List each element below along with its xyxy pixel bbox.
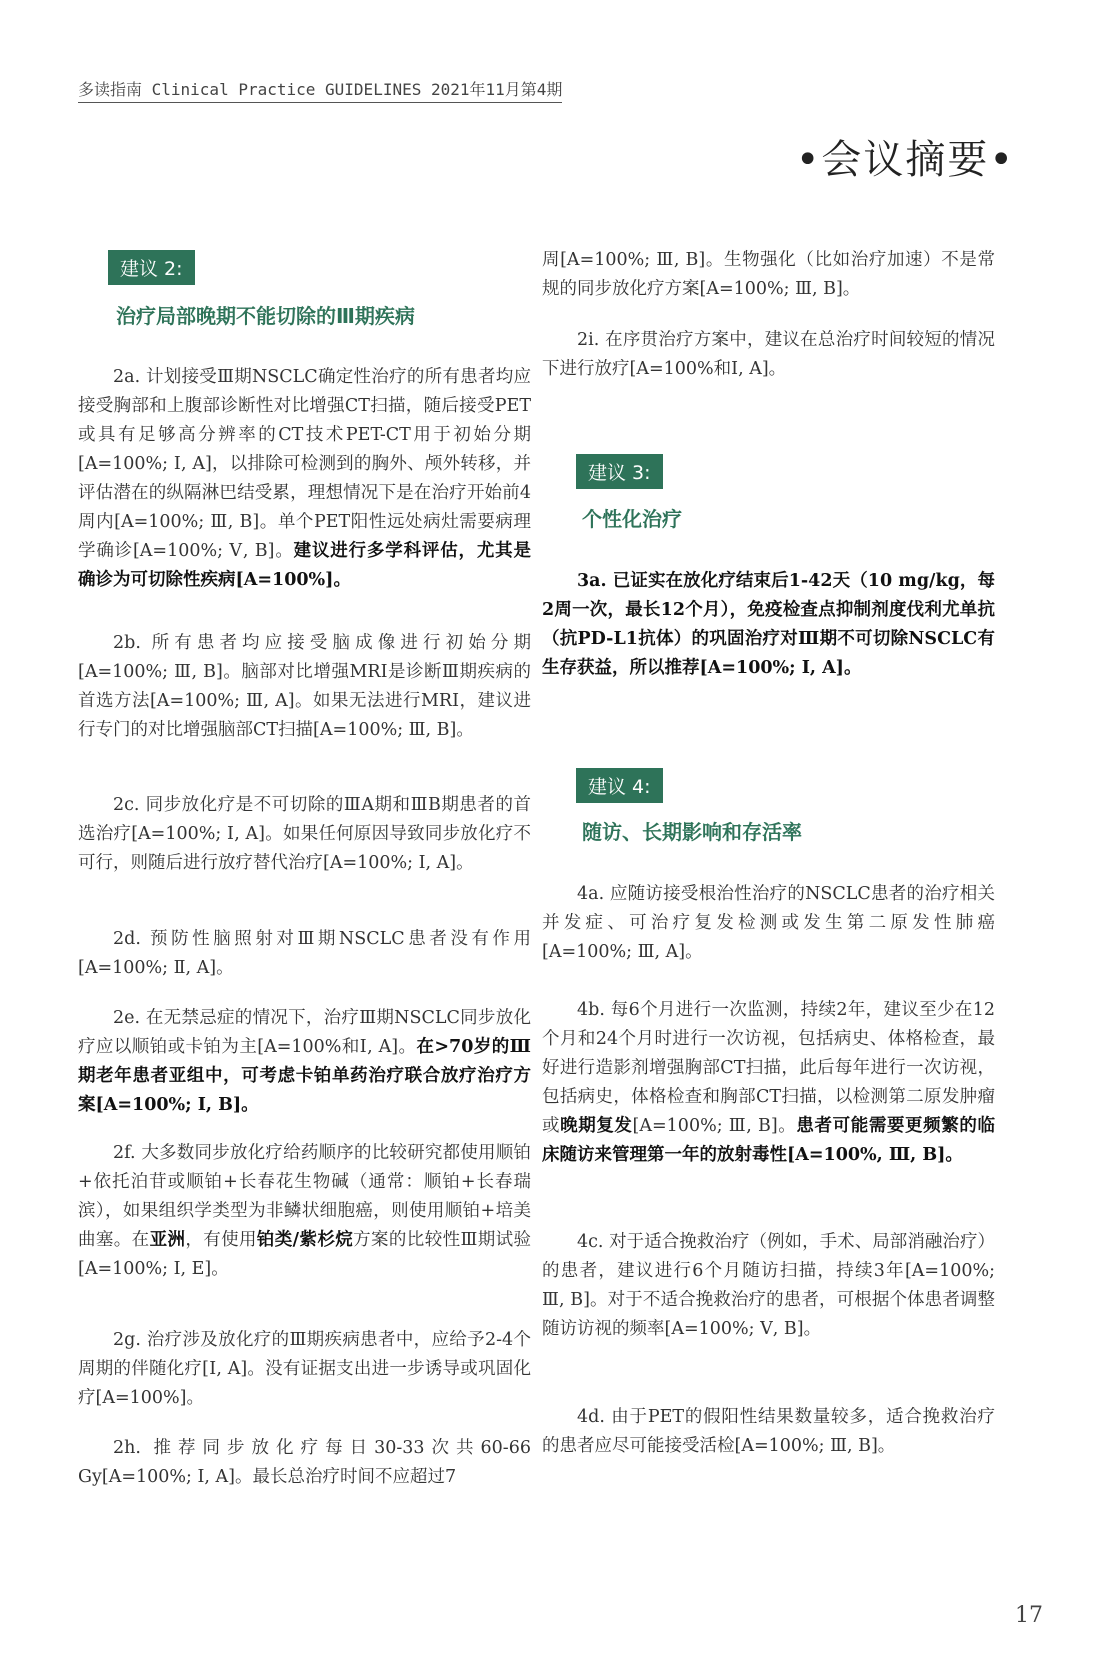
paragraph-4c: 4c. 对于适合挽救治疗（例如，手术、局部消融治疗）的患者，建议进行6个月随访扫描，持续3年[A=100%; Ⅲ, B]。对于不适合挽救治疗的患者，可根据个体患者调整随访访视的频率[A=100%; Ⅴ, B]。 — [542, 1232, 995, 1339]
recommendation-2-heading: 治疗局部晚期不能切除的Ⅲ期疾病 — [116, 304, 415, 328]
paragraph-4b: 4b. 每6个月进行一次监测，持续2年，建议至少在12个月和24个月时进行一次访视，包括病史、体格检查，最好进行造影剂增强胸部CT扫描，此后每年进行一次访视，包括病史，体格检查和胸部CT扫描，以检测第二原发肿瘤或晚期复发[A=100%; Ⅲ, B]。患者可能需要更频繁的临床随访来管理第一年的放射毒性[A=100%, Ⅲ, B]。 — [542, 1000, 995, 1165]
paragraph-3a: 3a. 已证实在放化疗结束后1-42天（10 mg/kg，每2周一次，最长12个月），免疫检查点抑制剂度伐利尤单抗（抗PD-L1抗体）的巩固治疗对Ⅲ期不可切除NSCLC有生存获益，所以推荐[A=100%; Ⅰ, A]。 — [542, 571, 995, 678]
paragraph-2h-continued: 周[A=100%; Ⅲ, B]。生物强化（比如治疗加速）不是常规的同步放化疗方案[A=100%; Ⅲ, B]。 — [542, 250, 995, 299]
paragraph-2e-bold: 在>70岁的Ⅲ期老年患者亚组中，可考虑卡铂单药治疗联合放疗治疗方案[A=100%; Ⅰ, B]。 — [78, 1037, 531, 1115]
paragraph-2i: 2i. 在序贯治疗方案中，建议在总治疗时间较短的情况下进行放疗[A=100%和Ⅰ, A]。 — [542, 330, 995, 379]
paragraph-2c: 2c. 同步放化疗是不可切除的ⅢA期和ⅢB期患者的首选治疗[A=100%; Ⅰ, A]。如果任何原因导致同步放化疗不可行，则随后进行放疗替代治疗[A=100%; Ⅰ, A]。 — [78, 795, 531, 873]
paragraph-2b: 2b. 所有患者均应接受脑成像进行初始分期[A=100%; Ⅲ, B]。脑部对比增强MRI是诊断Ⅲ期疾病的首选方法[A=100%; Ⅲ, A]。如果无法进行MRI，建议进行专门的对比增强脑部CT扫描[A=100%; Ⅲ, B]。 — [78, 633, 531, 740]
paragraph-2h: 2h. 推荐同步放化疗每日30-33次共60-66 Gy[A=100%; Ⅰ, A]。最长总治疗时间不应超过7 — [78, 1438, 531, 1487]
journal-header: 多读指南 Clinical Practice GUIDELINES 2021年11月第4期 — [78, 77, 562, 103]
paragraph-4d: 4d. 由于PET的假阳性结果数量较多，适合挽救治疗的患者应尽可能接受活检[A=100%; Ⅲ, B]。 — [542, 1407, 995, 1456]
recommendation-3-tag: 建议 3: — [576, 454, 663, 489]
paragraph-2a: 2a. 计划接受Ⅲ期NSCLC确定性治疗的所有患者均应接受胸部和上腹部诊断性对比增强CT扫描，随后接受PET或具有足够高分辨率的CT技术PET-CT用于初始分期[A=100%; Ⅰ, A]，以排除可检测到的胸外、颅外转移，并评估潜在的纵隔淋巴结受累，理想情况下是在治疗开始前4周内[A=100%; Ⅲ, B]。单个PET阳性远处病灶需要病理学确诊[A=100%; Ⅴ, B]。建议进行多学科评估，尤其是确诊为可切除性疾病[A=100%]。 — [78, 367, 531, 590]
recommendation-2-tag: 建议 2: — [108, 250, 195, 285]
paragraph-2e: 2e. 在无禁忌症的情况下，治疗Ⅲ期NSCLC同步放化疗应以顺铂或卡铂为主[A=100%和Ⅰ, A]。在>70岁的Ⅲ期老年患者亚组中，可考虑卡铂单药治疗联合放疗治疗方案[A=100%; Ⅰ, B]。 — [78, 1008, 531, 1115]
paragraph-2g: 2g. 治疗涉及放化疗的Ⅲ期疾病患者中，应给予2-4个周期的伴随化疗[Ⅰ, A]。没有证据支出进一步诱导或巩固化疗[A=100%]。 — [78, 1330, 531, 1408]
section-title: •会议摘要• — [795, 137, 1015, 183]
recommendation-4-heading: 随访、长期影响和存活率 — [582, 820, 802, 844]
recommendation-4-tag: 建议 4: — [576, 768, 663, 803]
paragraph-2d: 2d. 预防性脑照射对Ⅲ期NSCLC患者没有作用[A=100%; Ⅱ, A]。 — [78, 929, 531, 978]
paragraph-2f: 2f. 大多数同步放化疗给药顺序的比较研究都使用顺铂+依托泊苷或顺铂+长春花生物碱（通常：顺铂+长春瑞滨），如果组织学类型为非鳞状细胞癌，则使用顺铂+培美曲塞。在亚洲，有使用铂类/紫杉烷方案的比较性Ⅲ期试验[A=100%; Ⅰ, E]。 — [78, 1143, 532, 1279]
paragraph-4a: 4a. 应随访接受根治性治疗的NSCLC患者的治疗相关并发症、可治疗复发检测或发生第二原发性肺癌[A=100%; Ⅲ, A]。 — [542, 884, 995, 962]
recommendation-3-heading: 个性化治疗 — [582, 507, 682, 531]
page-number: 17 — [1015, 1603, 1043, 1628]
paragraph-2a-bold: 建议进行多学科评估，尤其是确诊为可切除性疾病[A=100%]。 — [78, 541, 531, 590]
